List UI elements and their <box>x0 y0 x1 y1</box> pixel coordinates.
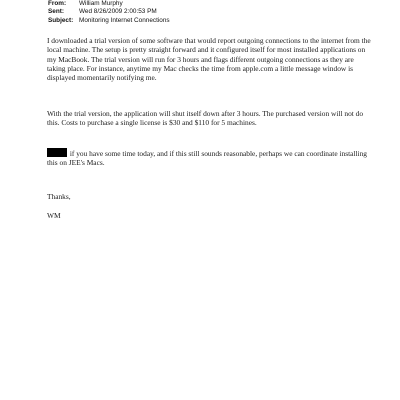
body-paragraph-3-text: if you have some time today, and if this still sounds reasonable, perhaps we can coordinate installing this on JEE's Macs. <box>47 149 367 168</box>
body-paragraph-2: With the trial version, the application will shut itself down after 3 hours. The purchased version will not do this. Costs to purchase a single license is $30 and $110 for 5 machines. <box>47 109 364 128</box>
from-label: From: <box>48 0 67 7</box>
sent-value: Wed 8/26/2009 2:00:53 PM <box>79 8 157 16</box>
closing-text: Thanks, <box>47 192 71 201</box>
sent-row <box>48 8 368 16</box>
from-row <box>48 0 368 8</box>
subject-label: Subject: <box>48 16 74 24</box>
sent-label: Sent: <box>48 8 64 16</box>
subject-row <box>48 17 368 25</box>
signature-text: WM <box>47 211 61 220</box>
body-paragraph-1: I downloaded a trial version of some software that would report outgoing connections to the internet from the local machine. The setup is pretty straight forward and it configured itself for most installed applications on my MacBook. The trial version will run for 3 hours and flags different outgoing connections as they are taking place. For instance, anytime my Mac checks the time from apple.com a little message window is displayed momentarily notifying me. <box>47 36 371 83</box>
email-header <box>48 0 368 25</box>
redaction-block <box>47 148 67 157</box>
body-paragraph-3 <box>47 148 373 168</box>
from-value: William Murphy <box>79 0 123 7</box>
subject-value: Monitoring Internet Connections <box>79 16 170 24</box>
